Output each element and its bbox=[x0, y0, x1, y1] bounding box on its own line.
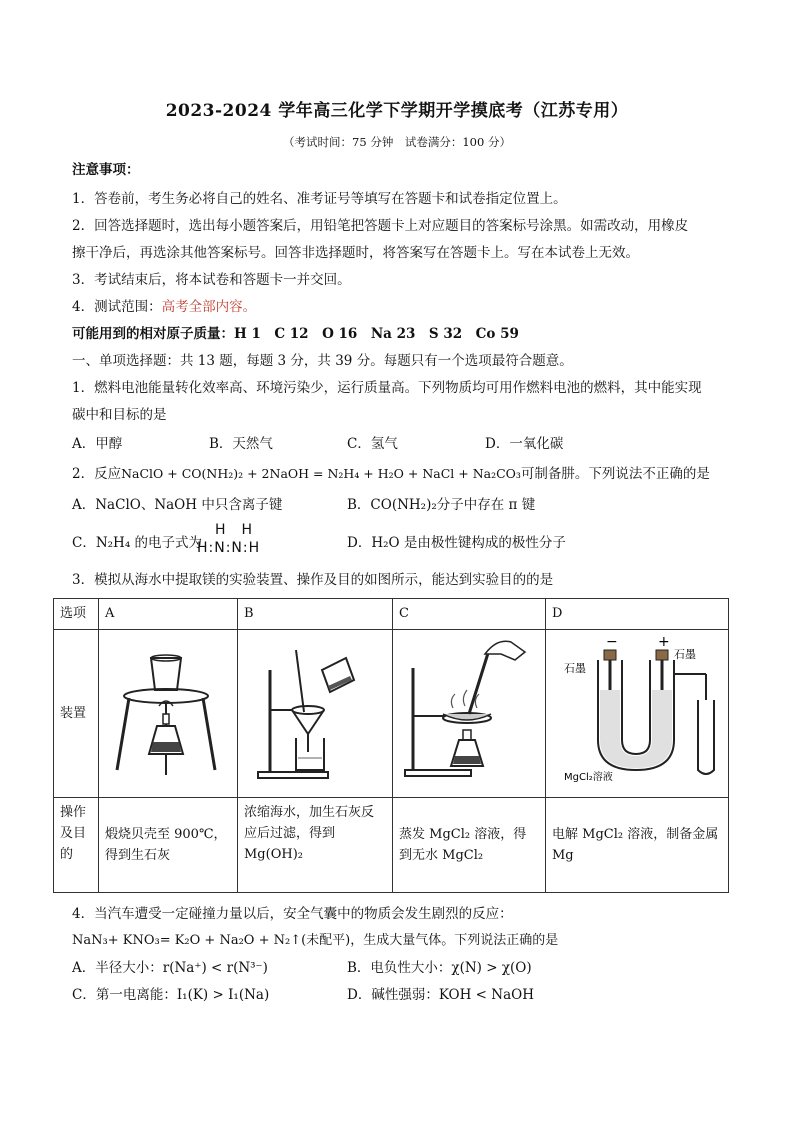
plus-terminal-label: + bbox=[658, 634, 670, 650]
notice-item-3: 3．考试结束后，将本试卷和答题卡一并交回。 bbox=[72, 272, 351, 288]
q2-option-c: C．N₂H₄ 的电子式为 bbox=[72, 535, 203, 551]
electron-formula-main: H:N:N:H bbox=[197, 540, 261, 556]
q3-col-d: D bbox=[546, 599, 729, 630]
q1-option-b: B．天然气 bbox=[209, 436, 273, 452]
minus-terminal-label: − bbox=[606, 634, 618, 650]
exam-subtitle: （考试时间：75 分钟 试卷满分：100 分） bbox=[283, 135, 511, 149]
q3-operation-c: 蒸发 MgCl₂ 溶液，得到无水 MgCl₂ bbox=[393, 798, 546, 893]
notice-heading: 注意事项： bbox=[72, 162, 140, 178]
q3-row-header-operation: 操作及目的 bbox=[54, 798, 99, 893]
q4-stem-line1: 4．当汽车遭受一定碰撞力量以后，安全气囊中的物质会发生剧烈的反应： bbox=[72, 906, 513, 922]
scope-value: 高考全部内容。 bbox=[161, 299, 257, 315]
q3-col-a: A bbox=[99, 599, 238, 630]
left-electrode-label: 石墨 bbox=[564, 662, 586, 675]
q1-option-a: A．甲醇 bbox=[72, 436, 123, 452]
q3-operation-a: 煅烧贝壳至 900℃，得到生石灰 bbox=[99, 798, 238, 893]
q3-table bbox=[53, 598, 729, 893]
q3-operation-row bbox=[54, 798, 729, 893]
q3-stem: 3．模拟从海水中提取镁的实验装置、操作及目的如图所示，能达到实验目的的是 bbox=[72, 572, 554, 588]
apparatus-b-cell bbox=[238, 630, 393, 798]
q2-option-d: D．H₂O 是由极性键构成的极性分子 bbox=[347, 535, 566, 551]
q3-operation-d: 电解 MgCl₂ 溶液，制备金属 Mg bbox=[546, 798, 729, 893]
apparatus-d-cell bbox=[546, 630, 729, 798]
q3-operation-b: 浓缩海水，加生石灰反应后过滤，得到 Mg(OH)₂ bbox=[238, 798, 393, 893]
notice-item-2: 2．回答选择题时，选出每小题答案后，用铅笔把答题卡上对应题目的答案标号涂黑。如需改动，用橡皮 bbox=[72, 218, 689, 234]
q4-option-d: D．碱性强弱：KOH < NaOH bbox=[347, 987, 534, 1003]
q1-option-c: C．氢气 bbox=[347, 436, 398, 452]
q2-option-b: B．CO(NH₂)₂分子中存在 π 键 bbox=[347, 497, 536, 513]
notice-item-1: 1．答卷前，考生务必将自己的姓名、准考证号等填写在答题卡和试卷指定位置上。 bbox=[72, 191, 567, 207]
q3-row-header-option: 选项 bbox=[54, 599, 99, 630]
crucible-tripod-diagram bbox=[99, 630, 235, 790]
electron-formula-top: H H bbox=[215, 522, 254, 538]
evaporation-diagram bbox=[393, 630, 543, 790]
q2-prefix: 2．反应 bbox=[72, 466, 122, 482]
q1-option-d: D．一氧化碳 bbox=[485, 436, 564, 452]
q2-suffix: 可制备肼。下列说法不正确的是 bbox=[520, 466, 710, 482]
apparatus-c-cell bbox=[393, 630, 546, 798]
q3-header-row bbox=[54, 599, 729, 630]
notice-item-4 bbox=[72, 297, 256, 317]
electrolysis-u-tube-diagram bbox=[546, 630, 728, 790]
q4-stem-line2: NaN₃+ KNO₃= K₂O + Na₂O + N₂↑(未配平)，生成大量气体。下列说法正确的是 bbox=[72, 933, 559, 948]
q2-option-a: A．NaClO、NaOH 中只含离子键 bbox=[72, 497, 283, 513]
filtration-diagram bbox=[238, 630, 390, 790]
q1-stem-line2: 碳中和目标的是 bbox=[72, 407, 167, 423]
q4-option-c: C．第一电离能：I₁(K) > I₁(Na) bbox=[72, 987, 270, 1003]
q3-col-c: C bbox=[393, 599, 546, 630]
q3-row-header-apparatus: 装置 bbox=[54, 630, 99, 798]
q3-col-b: B bbox=[238, 599, 393, 630]
apparatus-a-cell bbox=[99, 630, 238, 798]
notice-item-2-cont: 擦干净后，再选涂其他答案标号。回答非选择题时，将答案写在答题卡上。写在本试卷上无效。 bbox=[72, 245, 639, 261]
q1-stem-line1: 1．燃料电池能量转化效率高、环境污染少，运行质量高。下列物质均可用作燃料电池的燃料，其中能实现 bbox=[72, 380, 702, 396]
q4-option-b: B．电负性大小：χ(N) > χ(O) bbox=[347, 960, 532, 976]
q2-stem bbox=[72, 464, 710, 484]
q4-option-a: A．半径大小：r(Na⁺) < r(N³⁻) bbox=[72, 960, 268, 976]
q2-equation: NaClO + CO(NH₂)₂ + 2NaOH = N₂H₄ + H₂O + NaCl + Na₂CO₃ bbox=[121, 466, 521, 481]
atomic-masses: 可能用到的相对原子质量：H 1 C 12 O 16 Na 23 S 32 Co 59 bbox=[72, 326, 519, 342]
right-electrode-label: 石墨 bbox=[674, 648, 696, 661]
q3-apparatus-row bbox=[54, 630, 729, 798]
exam-title: 2023-2024 学年高三化学下学期开学摸底考（江苏专用） bbox=[165, 101, 629, 121]
section-one-heading: 一、单项选择题：共 13 题，每题 3 分，共 39 分。每题只有一个选项最符合题意。 bbox=[72, 353, 573, 369]
solution-label: MgCl₂溶液 bbox=[564, 772, 613, 783]
scope-prefix: 4．测试范围： bbox=[72, 299, 162, 315]
